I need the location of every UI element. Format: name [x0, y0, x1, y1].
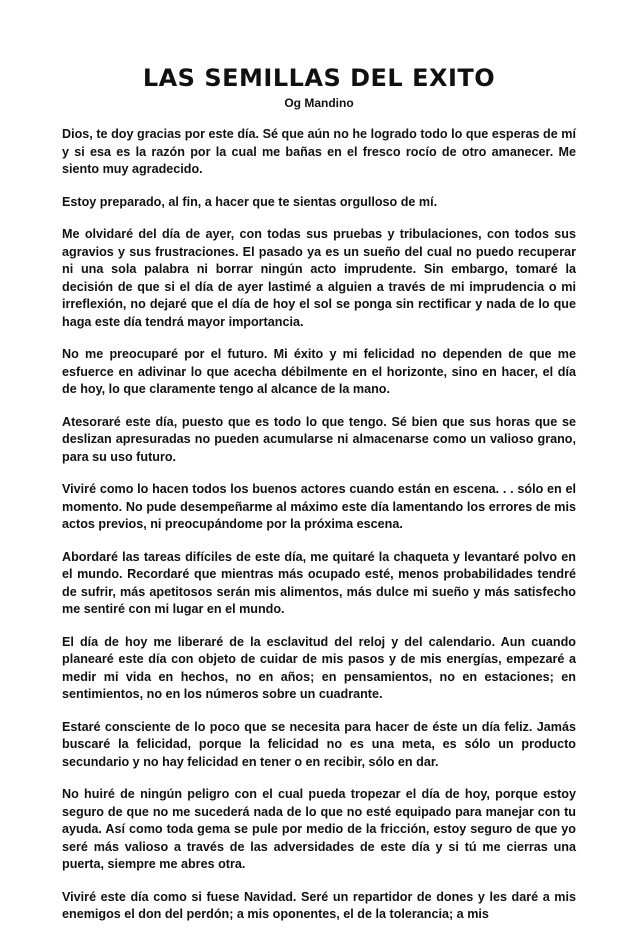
paragraph: Estoy preparado, al fin, a hacer que te sientas orgulloso de mí. [62, 194, 438, 209]
paragraph: Estaré consciente de lo poco que se necesita para hacer de éste un día feliz. Jamás buscaré la felicidad, porque la felicidad no es una meta, es sólo un producto secundario y no hay felicidad en tener o en recibir, sólo en dar. [62, 719, 576, 769]
paragraph: El día de hoy me liberaré de la esclavitud del reloj y del calendario. Aun cuando planearé este día con objeto de cuidar de mis pasos y de mis energías, empezaré a medir mi vida en hechos, no en años; en pensamientos, no en estaciones; en sentimientos, no en los números sobre un cuadrante. [62, 634, 576, 701]
paragraph: Dios, te doy gracias por este día. Sé que aún no he logrado todo lo que esperas de mí y si esa es la razón por la cual me bañas en el fresco rocío de otro amanecer. Me siento muy agradecido. [62, 127, 576, 176]
paragraph: Atesoraré este día, puesto que es todo lo que tengo. Sé bien que sus horas que se deslizan apresuradas no pueden acumularse ni almacenarse como un valioso grano, para su uso futuro. [62, 414, 576, 464]
paragraph: Viviré como lo hacen todos los buenos actores cuando están en escena. . . sólo en el momento. No pude desempeñarme al máximo este día lamentando los errores de mis actos previos, ni preocupándome por la próxima escena. [62, 482, 576, 531]
author-name: Og Mandino [284, 96, 354, 110]
paragraph: Viviré este día como si fuese Navidad. Seré un repartidor de dones y les daré a mis enemigos el don del perdón; a mis oponentes, el de la tolerancia; a mis [62, 889, 576, 921]
paragraph: Me olvidaré del día de ayer, con todas sus pruebas y tribulaciones, con todos sus agravios y sus frustraciones. El pasado ya es un sueño del cual no puedo recuperar ni una sola palabra ni borrar ningún acto imprudente. Sin embargo, tomaré la decisión de que si el día de ayer lastimé a alguien a través de mi imprudencia o mi irreflexión, no dejaré que el día de hoy el sol se ponga sin rectificar y nada de lo que haga este día tendrá mayor importancia. [62, 227, 576, 329]
paragraph: No huiré de ningún peligro con el cual pueda tropezar el día de hoy, porque estoy seguro de que no me sucederá nada de lo que no esté equipado para manejar con tu ayuda. Así como toda gema se pule por medio de la fricción, estoy seguro de que yo seré más valioso a través de las adversidades de este día y si tú me cierras una puerta, siempre me abres otra. [62, 787, 576, 871]
paragraph: No me preocuparé por el futuro. Mi éxito y mi felicidad no dependen de que me esfuerce en adivinar lo que acecha débilmente en el horizonte, sino en hacer, el día de hoy, lo que claramente tengo al alcance de la mano. [62, 347, 576, 396]
document-title: LAS SEMILLAS DEL EXITO [142, 64, 496, 92]
document-body [62, 126, 576, 939]
paragraph: Abordaré las tareas difíciles de este día, me quitaré la chaqueta y levantaré polvo en el mundo. Recordaré que mientras más ocupado esté, menos probabilidades tendré de sufrir, más apetitosos serán mis alimentos, más dulce mi sueño y más satisfecho me sentiré con mi lugar en el mundo. [62, 549, 576, 616]
